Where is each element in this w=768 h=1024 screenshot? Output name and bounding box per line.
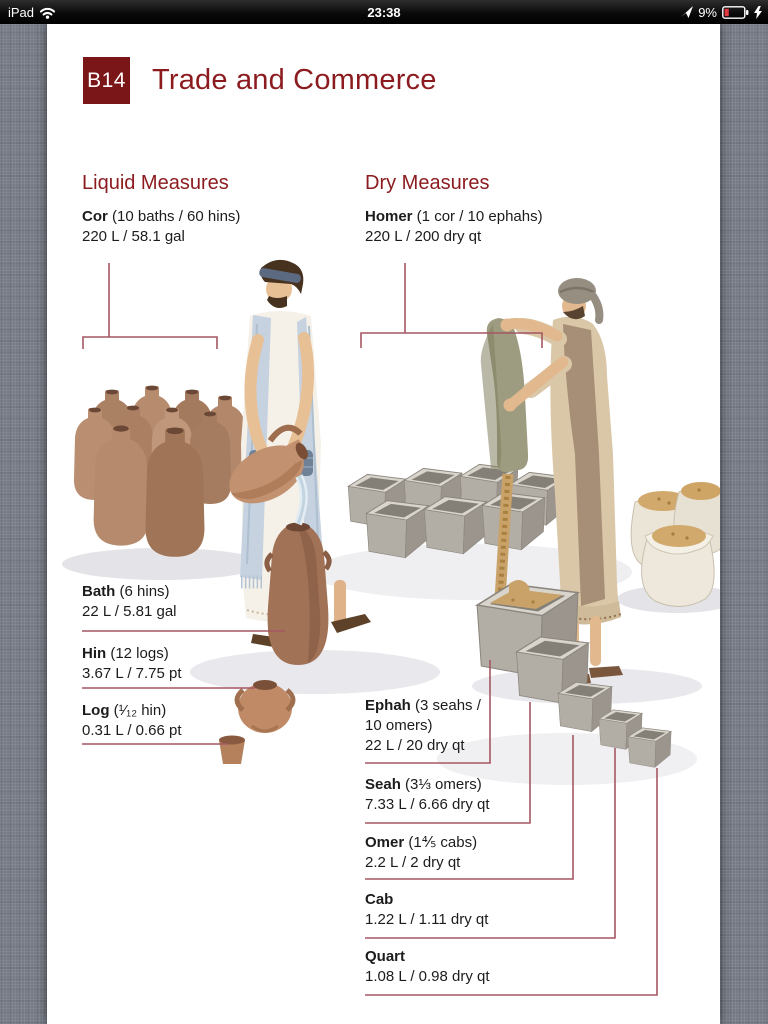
measure-term: Hin [82,645,107,662]
battery-percent: 9% [698,4,717,20]
measure-term: Bath [82,583,116,600]
page-title: Trade and Commerce [152,64,437,96]
battery-icon [722,6,749,19]
label-hin [82,644,282,684]
measure-term: Seah [365,776,401,793]
measure-detail: (6 hins) [115,583,170,600]
measure-term: Cor [82,208,108,225]
measure-detail: (3⅓ omers) [400,776,482,793]
measure-value: 0.31 L / 0.66 pt [82,722,182,739]
measure-detail: (12 logs) [106,645,169,662]
label-seah [365,775,565,815]
location-arrow-icon [681,6,693,18]
label-cor [82,207,322,247]
carrier-label: iPad [8,4,35,20]
measure-term: Homer [365,208,413,225]
label-bath [82,582,282,622]
measure-value: 3.67 L / 7.75 pt [82,665,182,682]
measure-detail: (3 seahs / 10 omers) [365,697,481,734]
measure-term: Cab [365,891,394,908]
cor-leader-line [83,263,217,349]
label-quart [365,947,565,987]
measure-term: Ephah [365,697,411,714]
measure-detail: (1⅘ cabs) [404,834,478,851]
label-cab [365,890,565,930]
jar-cluster [74,386,246,557]
measure-value: 220 L / 58.1 gal [82,228,185,245]
measure-value: 2.2 L / 2 dry qt [365,854,461,871]
grain-sacks [631,482,720,607]
label-omer [365,833,565,873]
charging-bolt-icon [754,6,762,19]
measures-illustration [47,24,720,1024]
measure-term: Omer [365,834,405,851]
measure-value: 1.22 L / 1.11 dry qt [365,911,489,928]
dry-measures-heading: Dry Measures [365,172,490,194]
label-homer [365,207,615,247]
status-bar [0,0,768,24]
measure-term: Log [82,702,110,719]
measure-value: 22 L / 20 dry qt [365,737,465,754]
document-page[interactable] [47,24,720,1024]
measure-value: 22 L / 5.81 gal [82,603,177,620]
label-log [82,701,282,741]
measure-term: Quart [365,948,406,965]
measure-value: 220 L / 200 dry qt [365,228,482,245]
section-badge: B14 [83,57,130,104]
stone-box-stack [348,464,568,557]
measure-value: 7.33 L / 6.66 dry qt [365,796,490,813]
measure-detail: (10 baths / 60 hins) [107,208,241,225]
clock: 23:38 [367,4,401,20]
measure-detail: (¹⁄₁₂ hin) [109,702,167,719]
liquid-measures-heading: Liquid Measures [82,172,229,194]
measure-value: 1.08 L / 0.98 dry qt [365,968,490,985]
label-ephah [365,696,497,756]
measure-detail: (1 cor / 10 ephahs) [412,208,543,225]
